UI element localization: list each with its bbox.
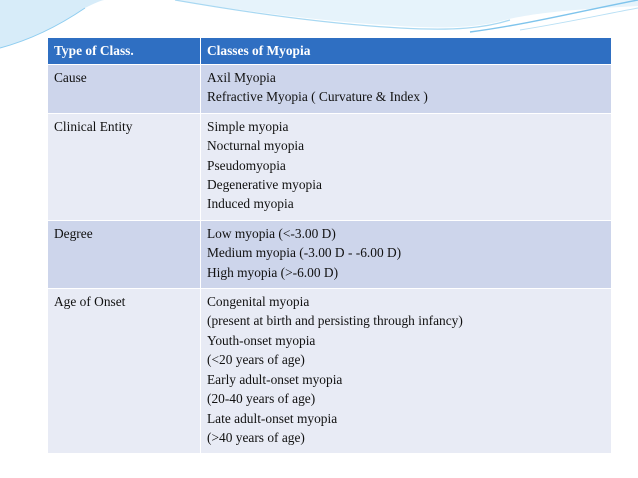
class-line: (present at birth and persisting through infancy) bbox=[207, 313, 463, 329]
table-header-row bbox=[48, 38, 612, 65]
cell-classes bbox=[201, 113, 612, 220]
class-line: (20-40 years of age) bbox=[207, 391, 316, 407]
class-line: Congenital myopia bbox=[207, 294, 310, 310]
class-line: Simple myopia bbox=[207, 118, 289, 134]
table-row-age-of-onset bbox=[48, 289, 612, 454]
class-line: High myopia (>-6.00 D) bbox=[207, 264, 339, 280]
table-row-cause bbox=[48, 65, 612, 114]
cell-classes bbox=[201, 65, 612, 114]
class-line: Low myopia (<-3.00 D) bbox=[207, 225, 336, 241]
cell-classes bbox=[201, 220, 612, 288]
cell-type: Cause bbox=[48, 65, 201, 114]
cell-type: Clinical Entity bbox=[48, 113, 201, 220]
table-row-degree bbox=[48, 220, 612, 288]
table-row-clinical-entity bbox=[48, 113, 612, 220]
cell-type: Age of Onset bbox=[48, 289, 201, 454]
class-line: Youth-onset myopia bbox=[207, 332, 316, 348]
class-line: Medium myopia (-3.00 D - -6.00 D) bbox=[207, 245, 402, 261]
cell-classes bbox=[201, 289, 612, 454]
class-line: (<20 years of age) bbox=[207, 352, 305, 368]
class-line: Nocturnal myopia bbox=[207, 138, 305, 154]
cell-type: Degree bbox=[48, 220, 201, 288]
header-classes-of-myopia: Classes of Myopia bbox=[201, 38, 612, 65]
class-line: Induced myopia bbox=[207, 196, 294, 212]
class-line: Late adult-onset myopia bbox=[207, 410, 338, 426]
class-line: Refractive Myopia ( Curvature & Index ) bbox=[207, 89, 428, 105]
class-line: Degenerative myopia bbox=[207, 177, 322, 193]
myopia-classification-table bbox=[47, 37, 612, 454]
class-line: (>40 years of age) bbox=[207, 429, 305, 445]
class-line: Pseudomyopia bbox=[207, 157, 286, 173]
class-line: Early adult-onset myopia bbox=[207, 371, 343, 387]
class-line: Axil Myopia bbox=[207, 70, 276, 85]
header-type-of-class: Type of Class. bbox=[48, 38, 201, 65]
